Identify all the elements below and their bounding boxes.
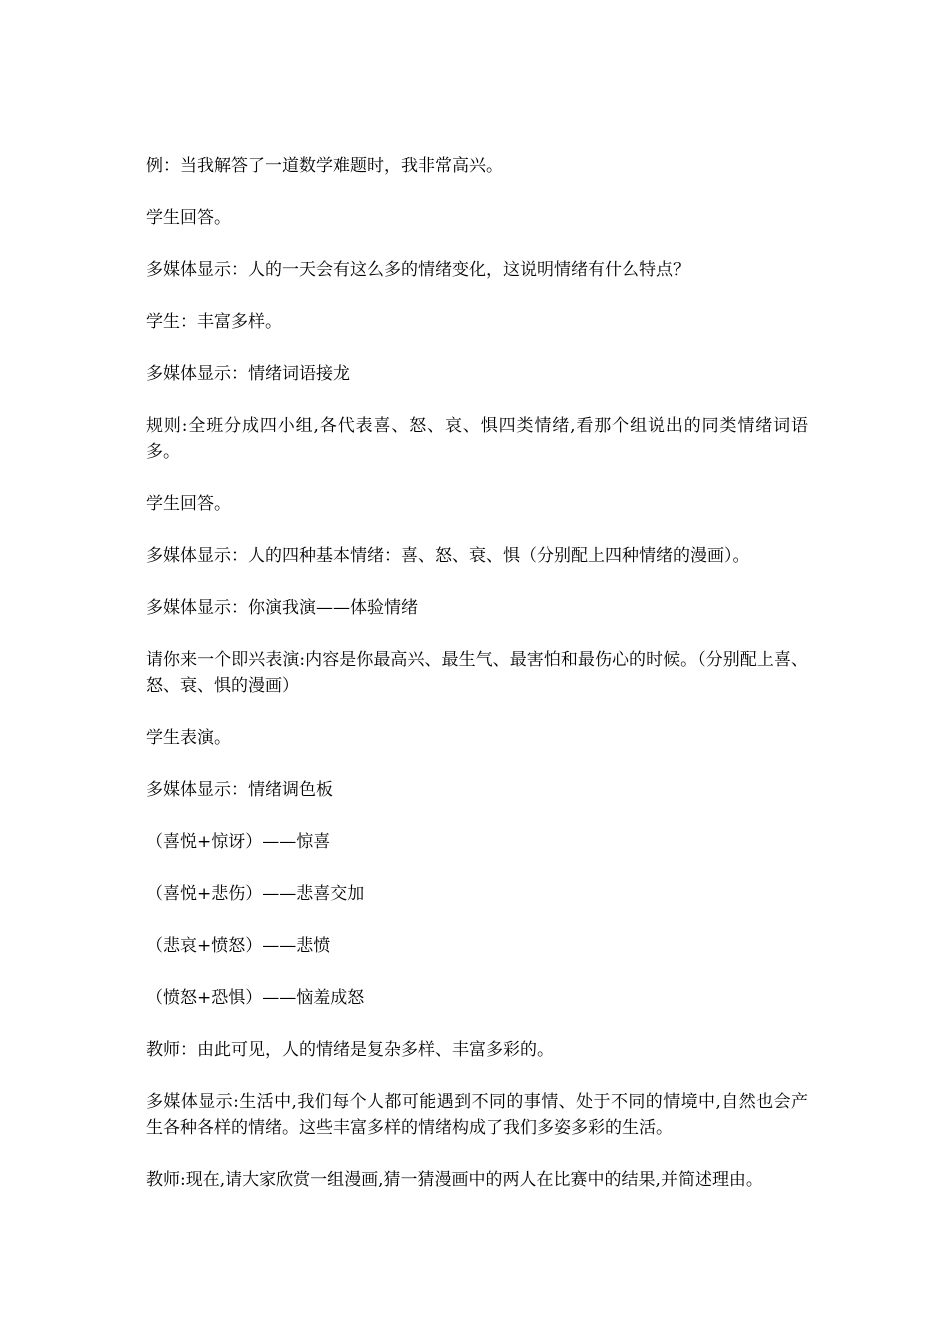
palette-item-shame-anger: （愤怒+恐惧）——恼羞成怒 [146,988,365,1008]
palette-item-indignation: （悲哀+愤怒）——悲愤 [146,936,331,956]
paragraph-student-answer-2: 学生回答。 [146,494,231,514]
paragraph-student-rich-varied: 学生：丰富多样。 [146,312,282,332]
paragraph-rules: 规则:全班分成四小组,各代表喜、怒、哀、惧四类情绪,看那个组说出的同类情绪词语多。 [146,416,808,462]
paragraph-student-performance: 学生表演。 [146,728,231,748]
paragraph-multimedia-question: 多媒体显示：人的一天会有这么多的情绪变化，这说明情绪有什么特点？ [146,260,690,280]
palette-item-bittersweet: （喜悦+悲伤）——悲喜交加 [146,884,365,904]
paragraph-teacher-conclusion: 教师：由此可见，人的情绪是复杂多样、丰富多彩的。 [146,1040,554,1060]
paragraph-improv-performance: 请你来一个即兴表演:内容是你最高兴、最生气、最害怕和最伤心的时候。（分别配上喜、怒、衰、惧的漫画） [146,650,808,696]
document-body [146,153,808,1219]
paragraph-multimedia-word-chain: 多媒体显示：情绪词语接龙 [146,364,350,384]
palette-item-surprise: （喜悦+惊讶）——惊喜 [146,832,331,852]
paragraph-student-answer-1: 学生回答。 [146,208,231,228]
paragraph-multimedia-life: 多媒体显示:生活中,我们每个人都可能遇到不同的事情、处于不同的情境中,自然也会产生各种各样的情绪。这些丰富多样的情绪构成了我们多姿多彩的生活。 [146,1092,808,1138]
paragraph-multimedia-four-emotions: 多媒体显示：人的四种基本情绪：喜、怒、衰、惧（分别配上四种情绪的漫画）。 [146,546,750,566]
paragraph-example: 例：当我解答了一道数学难题时，我非常高兴。 [146,156,503,176]
paragraph-multimedia-role-play: 多媒体显示：你演我演——体验情绪 [146,598,418,618]
paragraph-teacher-comics: 教师:现在,请大家欣赏一组漫画,猜一猜漫画中的两人在比赛中的结果,并简述理由。 [146,1170,763,1190]
paragraph-multimedia-palette: 多媒体显示：情绪调色板 [146,780,333,800]
